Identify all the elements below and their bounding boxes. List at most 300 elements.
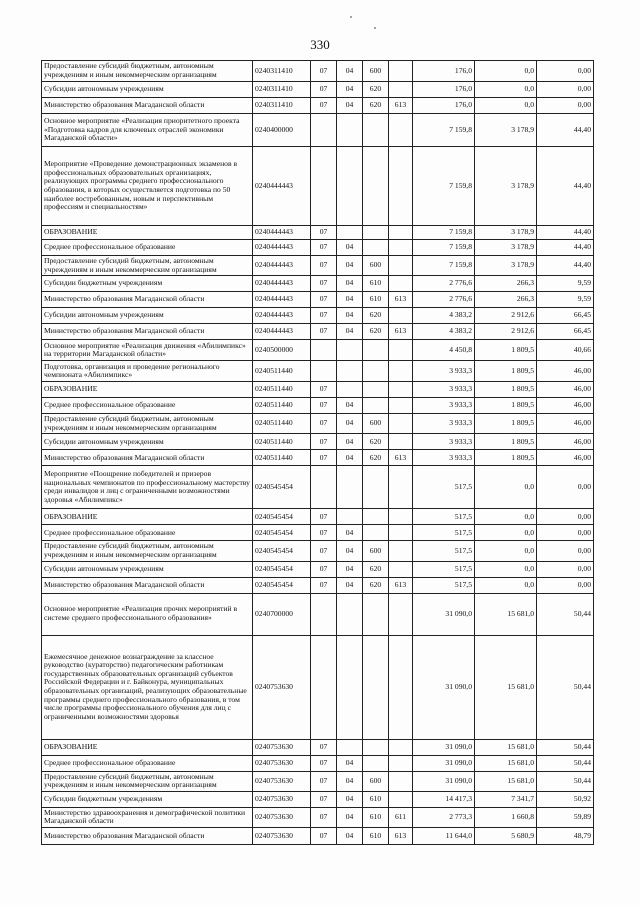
table-row	[42, 561, 594, 577]
execution-percent-cell: 0,00	[537, 82, 594, 98]
expense-type-code-cell: 620	[363, 577, 389, 593]
target-code-cell: 0240444443	[253, 147, 311, 226]
target-code-cell: 0240511440	[253, 450, 311, 466]
expense-type-code-cell: 600	[363, 61, 389, 82]
subsection-code-cell: 04	[337, 240, 363, 256]
execution-percent-cell: 50,44	[537, 771, 594, 791]
administrator-code-cell	[389, 61, 413, 82]
target-code-cell: 0240753630	[253, 791, 311, 807]
executed-amount-cell: 3 178,9	[475, 226, 537, 240]
administrator-code-cell	[389, 308, 413, 324]
budget-table-body	[42, 61, 594, 845]
expense-type-code-cell	[363, 739, 389, 755]
item-name-cell: Министерство образования Магаданской области	[42, 292, 253, 308]
planned-amount-cell: 517,5	[413, 561, 475, 577]
section-code-cell: 07	[311, 755, 337, 771]
target-code-cell: 0240511440	[253, 361, 311, 382]
administrator-code-cell	[389, 755, 413, 771]
execution-percent-cell: 46,00	[537, 361, 594, 382]
executed-amount-cell: 0,0	[475, 61, 537, 82]
scan-speck	[350, 16, 352, 18]
execution-percent-cell: 50,44	[537, 635, 594, 739]
planned-amount-cell: 7 159,8	[413, 114, 475, 147]
planned-amount-cell: 176,0	[413, 98, 475, 114]
target-code-cell: 0240444443	[253, 226, 311, 240]
planned-amount-cell: 517,5	[413, 577, 475, 593]
planned-amount-cell: 4 383,2	[413, 308, 475, 324]
execution-percent-cell: 46,00	[537, 414, 594, 434]
table-row	[42, 771, 594, 791]
table-row	[42, 509, 594, 525]
target-code-cell: 0240511440	[253, 434, 311, 450]
subsection-code-cell	[337, 739, 363, 755]
budget-table	[41, 60, 594, 845]
section-code-cell: 07	[311, 771, 337, 791]
subsection-code-cell	[337, 147, 363, 226]
item-name-cell: Предоставление субсидий бюджетным, автономным учреждениям и иным некоммерческим организациям	[42, 414, 253, 434]
execution-percent-cell: 46,00	[537, 398, 594, 414]
item-name-cell: Министерство образования Магаданской области	[42, 98, 253, 114]
table-row	[42, 414, 594, 434]
target-code-cell: 0240545454	[253, 509, 311, 525]
table-row	[42, 791, 594, 807]
administrator-code-cell	[389, 256, 413, 276]
item-name-cell: Субсидии автономным учреждениям	[42, 82, 253, 98]
administrator-code-cell: 613	[389, 98, 413, 114]
expense-type-code-cell	[363, 525, 389, 541]
subsection-code-cell: 04	[337, 807, 363, 827]
section-code-cell: 07	[311, 382, 337, 398]
section-code-cell: 07	[311, 256, 337, 276]
planned-amount-cell: 3 933,3	[413, 450, 475, 466]
expense-type-code-cell: 600	[363, 541, 389, 561]
administrator-code-cell	[389, 434, 413, 450]
item-name-cell: Среднее профессиональное образование	[42, 240, 253, 256]
table-row	[42, 147, 594, 226]
executed-amount-cell: 1 809,5	[475, 398, 537, 414]
table-row	[42, 276, 594, 292]
target-code-cell: 0240753630	[253, 635, 311, 739]
section-code-cell: 07	[311, 98, 337, 114]
table-row	[42, 398, 594, 414]
table-row	[42, 525, 594, 541]
section-code-cell: 07	[311, 240, 337, 256]
item-name-cell: Предоставление субсидий бюджетным, автономным учреждениям и иным некоммерческим организациям	[42, 256, 253, 276]
item-name-cell: Среднее профессиональное образование	[42, 398, 253, 414]
target-code-cell: 0240444443	[253, 292, 311, 308]
target-code-cell: 0240311410	[253, 82, 311, 98]
item-name-cell: Предоставление субсидий бюджетным, автономным учреждениям и иным некоммерческим организациям	[42, 61, 253, 82]
expense-type-code-cell	[363, 509, 389, 525]
expense-type-code-cell	[363, 466, 389, 509]
section-code-cell: 07	[311, 61, 337, 82]
section-code-cell: 07	[311, 525, 337, 541]
item-name-cell: Мероприятие «Проведение демонстрационных экзаменов в профессиональных образовательных организациях, реализующих программы среднего профессионального образования, в которых осуществляется подготовка по 50 наиболее востребованным, новым и перспективным профессиям и специальностям»	[42, 147, 253, 226]
target-code-cell: 0240511440	[253, 382, 311, 398]
executed-amount-cell: 1 809,5	[475, 414, 537, 434]
expense-type-code-cell: 610	[363, 827, 389, 844]
expense-type-code-cell	[363, 240, 389, 256]
subsection-code-cell: 04	[337, 755, 363, 771]
expense-type-code-cell	[363, 114, 389, 147]
planned-amount-cell: 7 159,8	[413, 256, 475, 276]
table-row	[42, 226, 594, 240]
subsection-code-cell	[337, 466, 363, 509]
subsection-code-cell: 04	[337, 276, 363, 292]
planned-amount-cell: 14 417,3	[413, 791, 475, 807]
executed-amount-cell: 15 681,0	[475, 593, 537, 635]
item-name-cell: Основное мероприятие «Реализация движения «Абилимпикс» на территории Магаданской области»	[42, 340, 253, 361]
table-row	[42, 61, 594, 82]
executed-amount-cell: 3 178,9	[475, 240, 537, 256]
subsection-code-cell: 04	[337, 561, 363, 577]
table-row	[42, 114, 594, 147]
item-name-cell: Субсидии бюджетным учреждениям	[42, 276, 253, 292]
expense-type-code-cell	[363, 593, 389, 635]
subsection-code-cell	[337, 509, 363, 525]
section-code-cell: 07	[311, 308, 337, 324]
execution-percent-cell: 50,44	[537, 593, 594, 635]
section-code-cell: 07	[311, 276, 337, 292]
target-code-cell: 0240511440	[253, 414, 311, 434]
executed-amount-cell: 0,0	[475, 82, 537, 98]
administrator-code-cell	[389, 541, 413, 561]
execution-percent-cell: 44,40	[537, 147, 594, 226]
expense-type-code-cell: 620	[363, 561, 389, 577]
expense-type-code-cell: 600	[363, 414, 389, 434]
administrator-code-cell: 613	[389, 577, 413, 593]
table-row	[42, 635, 594, 739]
scan-speck	[374, 27, 376, 29]
target-code-cell: 0240444443	[253, 256, 311, 276]
item-name-cell: Предоставление субсидий бюджетным, автономным учреждениям и иным некоммерческим организациям	[42, 541, 253, 561]
planned-amount-cell: 31 090,0	[413, 635, 475, 739]
expense-type-code-cell: 610	[363, 791, 389, 807]
table-row	[42, 739, 594, 755]
execution-percent-cell: 0,00	[537, 98, 594, 114]
table-row	[42, 240, 594, 256]
executed-amount-cell: 1 809,5	[475, 382, 537, 398]
subsection-code-cell: 04	[337, 525, 363, 541]
item-name-cell: Основное мероприятие «Реализация прочих мероприятий в системе среднего профессионального образования»	[42, 593, 253, 635]
table-row	[42, 382, 594, 398]
executed-amount-cell: 15 681,0	[475, 635, 537, 739]
table-row	[42, 292, 594, 308]
execution-percent-cell: 9,59	[537, 276, 594, 292]
section-code-cell: 07	[311, 434, 337, 450]
table-row	[42, 308, 594, 324]
expense-type-code-cell: 620	[363, 434, 389, 450]
executed-amount-cell: 5 680,9	[475, 827, 537, 844]
item-name-cell: Подготовка, организация и проведение регионального чемпионата «Абилимпикс»	[42, 361, 253, 382]
target-code-cell: 0240753630	[253, 827, 311, 844]
table-row	[42, 827, 594, 844]
execution-percent-cell: 59,89	[537, 807, 594, 827]
page-number: 330	[310, 37, 330, 52]
item-name-cell: ОБРАЗОВАНИЕ	[42, 382, 253, 398]
expense-type-code-cell	[363, 755, 389, 771]
administrator-code-cell: 613	[389, 324, 413, 340]
executed-amount-cell: 3 178,9	[475, 147, 537, 226]
subsection-code-cell: 04	[337, 771, 363, 791]
execution-percent-cell: 66,45	[537, 308, 594, 324]
executed-amount-cell: 0,0	[475, 525, 537, 541]
item-name-cell: Министерство образования Магаданской области	[42, 827, 253, 844]
table-row	[42, 434, 594, 450]
executed-amount-cell: 15 681,0	[475, 771, 537, 791]
planned-amount-cell: 3 933,3	[413, 361, 475, 382]
executed-amount-cell: 0,0	[475, 561, 537, 577]
table-row	[42, 755, 594, 771]
item-name-cell: Субсидии автономным учреждениям	[42, 561, 253, 577]
section-code-cell: 07	[311, 827, 337, 844]
planned-amount-cell: 7 159,8	[413, 226, 475, 240]
expense-type-code-cell: 620	[363, 82, 389, 98]
target-code-cell: 0240444443	[253, 276, 311, 292]
planned-amount-cell: 3 933,3	[413, 382, 475, 398]
table-row	[42, 82, 594, 98]
expense-type-code-cell	[363, 398, 389, 414]
subsection-code-cell	[337, 361, 363, 382]
item-name-cell: Министерство образования Магаданской области	[42, 324, 253, 340]
item-name-cell: Основное мероприятие «Реализация приоритетного проекта «Подготовка кадров для ключевых отраслей экономики Магаданской области»	[42, 114, 253, 147]
target-code-cell: 0240545454	[253, 525, 311, 541]
administrator-code-cell	[389, 414, 413, 434]
table-row	[42, 324, 594, 340]
subsection-code-cell: 04	[337, 256, 363, 276]
execution-percent-cell: 9,59	[537, 292, 594, 308]
administrator-code-cell	[389, 276, 413, 292]
subsection-code-cell	[337, 226, 363, 240]
planned-amount-cell: 11 644,0	[413, 827, 475, 844]
subsection-code-cell: 04	[337, 398, 363, 414]
administrator-code-cell: 611	[389, 807, 413, 827]
subsection-code-cell	[337, 340, 363, 361]
target-code-cell: 0240444443	[253, 324, 311, 340]
section-code-cell	[311, 340, 337, 361]
execution-percent-cell: 48,79	[537, 827, 594, 844]
execution-percent-cell: 0,00	[537, 61, 594, 82]
expense-type-code-cell	[363, 226, 389, 240]
expense-type-code-cell: 620	[363, 308, 389, 324]
expense-type-code-cell: 610	[363, 807, 389, 827]
executed-amount-cell: 1 809,5	[475, 340, 537, 361]
expense-type-code-cell	[363, 147, 389, 226]
executed-amount-cell: 0,0	[475, 509, 537, 525]
executed-amount-cell: 266,3	[475, 276, 537, 292]
target-code-cell: 0240753630	[253, 807, 311, 827]
administrator-code-cell: 613	[389, 292, 413, 308]
section-code-cell	[311, 593, 337, 635]
section-code-cell	[311, 147, 337, 226]
expense-type-code-cell: 610	[363, 276, 389, 292]
subsection-code-cell	[337, 635, 363, 739]
executed-amount-cell: 1 809,5	[475, 450, 537, 466]
execution-percent-cell: 46,00	[537, 434, 594, 450]
item-name-cell: Среднее профессиональное образование	[42, 755, 253, 771]
target-code-cell: 0240753630	[253, 755, 311, 771]
execution-percent-cell: 0,00	[537, 466, 594, 509]
table-row	[42, 807, 594, 827]
administrator-code-cell	[389, 382, 413, 398]
item-name-cell: Ежемесячное денежное вознаграждение за классное руководство (кураторство) педагогическим работникам государственных образовательных организаций субъектов Российской Федерации и г. Байконура, муниципальных образовательных организаций, реализующих образовательные программы среднего профессионального образования, в том числе программы профессионального обучения для лиц с ограниченными возможностями здоровья	[42, 635, 253, 739]
section-code-cell: 07	[311, 292, 337, 308]
executed-amount-cell: 15 681,0	[475, 755, 537, 771]
administrator-code-cell	[389, 82, 413, 98]
subsection-code-cell: 04	[337, 414, 363, 434]
item-name-cell: ОБРАЗОВАНИЕ	[42, 739, 253, 755]
execution-percent-cell: 50,44	[537, 739, 594, 755]
subsection-code-cell: 04	[337, 827, 363, 844]
item-name-cell: ОБРАЗОВАНИЕ	[42, 509, 253, 525]
planned-amount-cell: 7 159,8	[413, 240, 475, 256]
executed-amount-cell: 15 681,0	[475, 739, 537, 755]
item-name-cell: Мероприятие «Поощрение победителей и призеров национальных чемпионатов по профессиональному мастерству среди инвалидов и лиц с ограниченными возможностями здоровья «Абилимпикс»	[42, 466, 253, 509]
expense-type-code-cell	[363, 340, 389, 361]
target-code-cell: 0240545454	[253, 541, 311, 561]
target-code-cell: 0240545454	[253, 466, 311, 509]
section-code-cell: 07	[311, 577, 337, 593]
administrator-code-cell	[389, 466, 413, 509]
subsection-code-cell	[337, 114, 363, 147]
administrator-code-cell	[389, 114, 413, 147]
target-code-cell: 0240444443	[253, 308, 311, 324]
executed-amount-cell: 2 912,6	[475, 308, 537, 324]
item-name-cell: Среднее профессиональное образование	[42, 525, 253, 541]
execution-percent-cell: 44,40	[537, 226, 594, 240]
section-code-cell: 07	[311, 324, 337, 340]
execution-percent-cell: 0,00	[537, 525, 594, 541]
planned-amount-cell: 4 450,8	[413, 340, 475, 361]
execution-percent-cell: 44,40	[537, 240, 594, 256]
target-code-cell: 0240753630	[253, 739, 311, 755]
section-code-cell: 07	[311, 541, 337, 561]
target-code-cell: 0240545454	[253, 577, 311, 593]
subsection-code-cell: 04	[337, 791, 363, 807]
administrator-code-cell	[389, 791, 413, 807]
administrator-code-cell	[389, 361, 413, 382]
section-code-cell: 07	[311, 450, 337, 466]
planned-amount-cell: 517,5	[413, 466, 475, 509]
subsection-code-cell: 04	[337, 541, 363, 561]
item-name-cell: Субсидии бюджетным учреждениям	[42, 791, 253, 807]
item-name-cell: Министерство образования Магаданской области	[42, 450, 253, 466]
expense-type-code-cell: 620	[363, 324, 389, 340]
item-name-cell: Предоставление субсидий бюджетным, автономным учреждениям и иным некоммерческим организациям	[42, 771, 253, 791]
subsection-code-cell: 04	[337, 577, 363, 593]
item-name-cell: Субсидии автономным учреждениям	[42, 434, 253, 450]
planned-amount-cell: 31 090,0	[413, 771, 475, 791]
execution-percent-cell: 46,00	[537, 382, 594, 398]
table-row	[42, 98, 594, 114]
administrator-code-cell	[389, 593, 413, 635]
planned-amount-cell: 517,5	[413, 509, 475, 525]
administrator-code-cell	[389, 226, 413, 240]
table-row	[42, 340, 594, 361]
planned-amount-cell: 31 090,0	[413, 739, 475, 755]
executed-amount-cell: 3 178,9	[475, 114, 537, 147]
execution-percent-cell: 50,44	[537, 755, 594, 771]
subsection-code-cell: 04	[337, 434, 363, 450]
section-code-cell: 07	[311, 791, 337, 807]
executed-amount-cell: 266,3	[475, 292, 537, 308]
target-code-cell: 0240444443	[253, 240, 311, 256]
administrator-code-cell	[389, 739, 413, 755]
expense-type-code-cell	[363, 635, 389, 739]
subsection-code-cell: 04	[337, 61, 363, 82]
execution-percent-cell: 46,00	[537, 450, 594, 466]
table-row	[42, 593, 594, 635]
planned-amount-cell: 2 773,3	[413, 807, 475, 827]
subsection-code-cell: 04	[337, 450, 363, 466]
administrator-code-cell	[389, 509, 413, 525]
subsection-code-cell	[337, 382, 363, 398]
expense-type-code-cell: 620	[363, 450, 389, 466]
section-code-cell	[311, 635, 337, 739]
section-code-cell	[311, 466, 337, 509]
executed-amount-cell: 0,0	[475, 98, 537, 114]
executed-amount-cell: 1 660,8	[475, 807, 537, 827]
planned-amount-cell: 3 933,3	[413, 414, 475, 434]
target-code-cell: 0240545454	[253, 561, 311, 577]
planned-amount-cell: 2 776,6	[413, 276, 475, 292]
planned-amount-cell: 517,5	[413, 541, 475, 561]
section-code-cell: 07	[311, 807, 337, 827]
subsection-code-cell: 04	[337, 98, 363, 114]
execution-percent-cell: 0,00	[537, 541, 594, 561]
administrator-code-cell	[389, 525, 413, 541]
section-code-cell: 07	[311, 414, 337, 434]
administrator-code-cell: 613	[389, 450, 413, 466]
subsection-code-cell	[337, 593, 363, 635]
planned-amount-cell: 517,5	[413, 525, 475, 541]
expense-type-code-cell: 620	[363, 98, 389, 114]
expense-type-code-cell	[363, 382, 389, 398]
executed-amount-cell: 1 809,5	[475, 434, 537, 450]
execution-percent-cell: 44,40	[537, 114, 594, 147]
planned-amount-cell: 3 933,3	[413, 434, 475, 450]
administrator-code-cell	[389, 240, 413, 256]
item-name-cell: Субсидии автономным учреждениям	[42, 308, 253, 324]
planned-amount-cell: 3 933,3	[413, 398, 475, 414]
section-code-cell: 07	[311, 226, 337, 240]
planned-amount-cell: 31 090,0	[413, 755, 475, 771]
section-code-cell	[311, 361, 337, 382]
item-name-cell: Министерство образования Магаданской области	[42, 577, 253, 593]
administrator-code-cell	[389, 635, 413, 739]
section-code-cell: 07	[311, 739, 337, 755]
target-code-cell: 0240700000	[253, 593, 311, 635]
table-row	[42, 466, 594, 509]
administrator-code-cell	[389, 398, 413, 414]
subsection-code-cell: 04	[337, 324, 363, 340]
executed-amount-cell: 3 178,9	[475, 256, 537, 276]
expense-type-code-cell: 600	[363, 256, 389, 276]
item-name-cell: Министерство здравоохранения и демографической политики Магаданской области	[42, 807, 253, 827]
execution-percent-cell: 66,45	[537, 324, 594, 340]
planned-amount-cell: 2 776,6	[413, 292, 475, 308]
executed-amount-cell: 0,0	[475, 541, 537, 561]
executed-amount-cell: 7 341,7	[475, 791, 537, 807]
target-code-cell: 0240500000	[253, 340, 311, 361]
planned-amount-cell: 176,0	[413, 61, 475, 82]
target-code-cell: 0240311410	[253, 61, 311, 82]
execution-percent-cell: 50,92	[537, 791, 594, 807]
executed-amount-cell: 1 809,5	[475, 361, 537, 382]
subsection-code-cell: 04	[337, 308, 363, 324]
administrator-code-cell	[389, 147, 413, 226]
subsection-code-cell: 04	[337, 82, 363, 98]
